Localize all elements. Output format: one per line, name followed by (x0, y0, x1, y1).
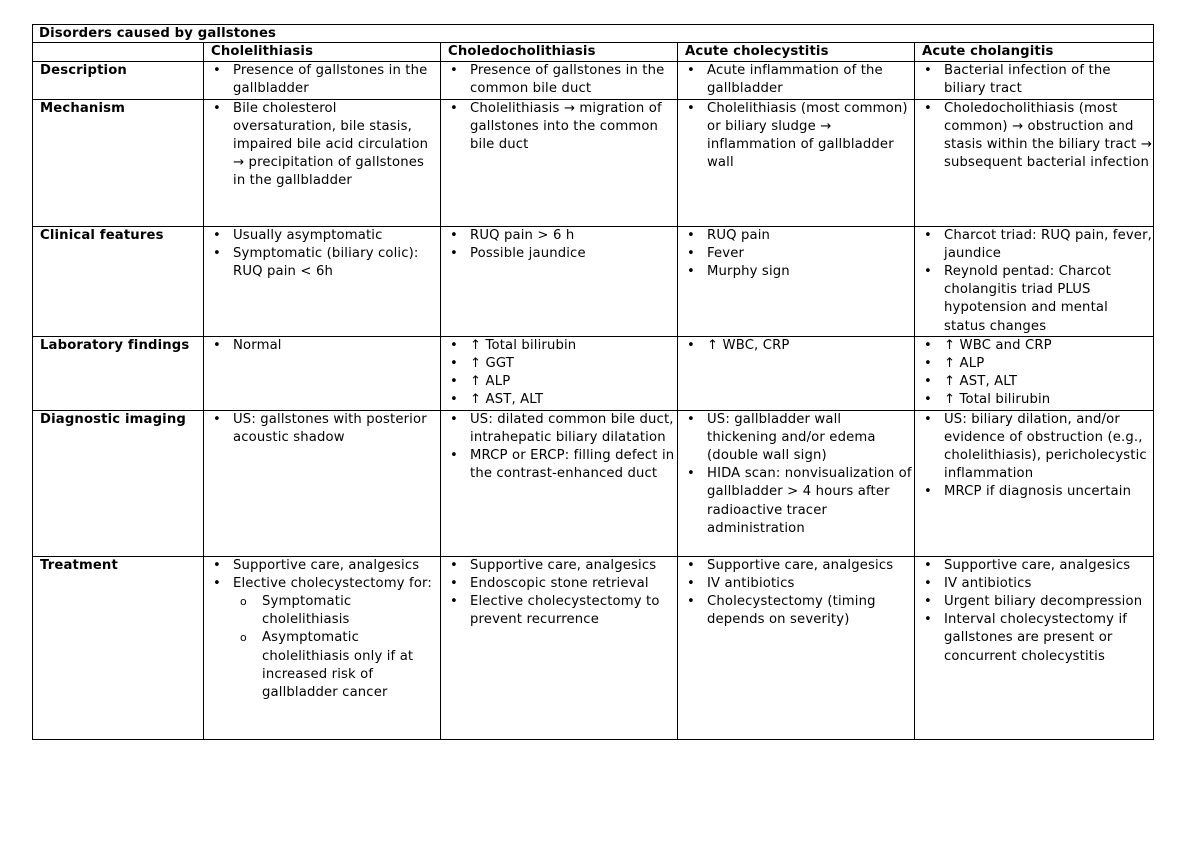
table-row (33, 99, 1154, 226)
list-item-text: Reynold pentad: Charcot cholangitis triad PLUS hypotension and mental status changes (944, 264, 1111, 334)
bullet-list (448, 100, 677, 155)
list-item-text: ↑ WBC and CRP (944, 337, 1052, 353)
table-row (33, 336, 1154, 410)
list-item-text: US: biliary dilation, and/or evidence of obstruction (e.g., cholelithiasis), pericholecystic inflammation (944, 411, 1147, 482)
header-row (33, 43, 1154, 62)
list-item-text: Cholelithiasis → migration of gallstones into the common bile duct (470, 100, 662, 153)
list-item-text: Symptomatic (biliary colic): RUQ pain < 6h (233, 245, 419, 280)
list-item (707, 575, 914, 593)
list-item (233, 100, 440, 191)
cell-acute-cholecystitis (678, 556, 915, 739)
list-item (233, 337, 440, 355)
cell-acute-cholangitis (915, 226, 1154, 336)
list-item (707, 263, 914, 281)
list-item (707, 100, 914, 173)
list-item-text: RUQ pain > 6 h (470, 227, 575, 243)
list-item-text: ↑ AST, ALT (470, 392, 544, 408)
row-label: Description (33, 62, 204, 99)
cell-acute-cholecystitis (678, 226, 915, 336)
list-item-text: ↑ GGT (470, 356, 515, 372)
list-item (944, 391, 1153, 409)
list-item (944, 593, 1153, 611)
list-item-text: Supportive care, analgesics (470, 557, 657, 573)
list-item (944, 557, 1153, 575)
list-item-text: US: gallstones with posterior acoustic shadow (233, 411, 427, 445)
cell-cholelithiasis (204, 556, 441, 739)
list-item-text: Cholecystectomy (timing depends on severity) (707, 594, 876, 628)
list-item-text: ↑ Total bilirubin (944, 392, 1051, 408)
bullet-list (922, 411, 1153, 502)
header-cell-cholelithiasis: Cholelithiasis (204, 43, 441, 62)
list-item (470, 557, 677, 575)
list-item-text: Presence of gallstones in the gallbladder (233, 63, 428, 97)
list-item (707, 227, 914, 245)
list-item (707, 245, 914, 263)
list-item (470, 575, 677, 593)
list-item (944, 337, 1153, 355)
cell-choledocholithiasis (441, 336, 678, 410)
cell-acute-cholangitis (915, 336, 1154, 410)
list-item (944, 100, 1153, 173)
gallstone-disorders-table (32, 24, 1154, 740)
row-label: Mechanism (33, 99, 204, 226)
bullet-list (922, 62, 1153, 98)
list-item (233, 411, 440, 447)
list-item (944, 263, 1153, 336)
list-item-text: Charcot triad: RUQ pain, fever, jaundice (944, 227, 1152, 261)
bullet-list (685, 62, 914, 98)
list-item (470, 100, 677, 155)
cell-acute-cholecystitis (678, 62, 915, 99)
table-row (33, 556, 1154, 739)
list-item-text: Possible jaundice (470, 245, 586, 261)
bullet-list (922, 557, 1153, 666)
header-cell-choledocholithiasis: Choledocholithiasis (441, 43, 678, 62)
bullet-list (211, 62, 440, 98)
header-cell-acute-cholecystitis: Acute cholecystitis (678, 43, 915, 62)
sub-list-item: o Asymptomatic cholelithiasis only if at increased risk of gallbladder cancer (262, 629, 440, 702)
table-row (33, 62, 1154, 99)
list-item (470, 373, 677, 391)
bullet-list (922, 227, 1153, 336)
list-item-text: Supportive care, analgesics (707, 557, 894, 573)
cell-choledocholithiasis (441, 410, 678, 556)
bullet-list (448, 411, 677, 484)
table-row (33, 226, 1154, 336)
list-item-text: Murphy sign (707, 264, 790, 280)
list-item-text: Elective cholecystectomy for: (233, 575, 432, 591)
list-item (944, 575, 1153, 593)
list-item-text: Cholelithiasis (most common) or biliary sludge → inflammation of gallbladder wall (707, 100, 908, 171)
list-item-text: Usually asymptomatic (233, 227, 383, 243)
list-item (707, 411, 914, 466)
list-item-text: ↑ AST, ALT (944, 374, 1018, 390)
bullet-list (211, 100, 440, 191)
bullet-list (448, 337, 677, 410)
cell-choledocholithiasis (441, 226, 678, 336)
cell-acute-cholangitis (915, 99, 1154, 226)
list-item (470, 411, 677, 447)
cell-choledocholithiasis (441, 556, 678, 739)
list-item-text: US: dilated common bile duct, intrahepatic biliary dilatation (470, 411, 674, 445)
bullet-list (448, 62, 677, 98)
list-item (470, 391, 677, 409)
list-item (707, 337, 914, 355)
title-row (33, 25, 1154, 43)
list-item (944, 227, 1153, 263)
list-item-text: MRCP or ERCP: filling defect in the contrast-enhanced duct (470, 448, 675, 482)
list-item-text: US: gallbladder wall thickening and/or edema (double wall sign) (707, 411, 876, 464)
row-label: Treatment (33, 556, 204, 739)
bullet-list (685, 100, 914, 173)
list-item-text: Supportive care, analgesics (944, 557, 1131, 573)
list-item-text: Presence of gallstones in the common bile duct (470, 63, 665, 97)
list-item-text: RUQ pain (707, 227, 771, 243)
list-item (944, 611, 1153, 666)
list-item (707, 62, 914, 98)
cell-choledocholithiasis (441, 62, 678, 99)
list-item-text: ↑ WBC, CRP (707, 337, 790, 353)
list-item (233, 575, 440, 702)
list-item (944, 62, 1153, 98)
list-item (707, 593, 914, 629)
list-item-text: Acute inflammation of the gallbladder (707, 63, 883, 97)
list-item (944, 355, 1153, 373)
list-item-text: Urgent biliary decompression (944, 594, 1143, 610)
cell-choledocholithiasis (441, 99, 678, 226)
table-row (33, 410, 1154, 556)
cell-cholelithiasis (204, 226, 441, 336)
list-item (233, 245, 440, 281)
bullet-list (685, 411, 914, 538)
cell-acute-cholecystitis (678, 410, 915, 556)
cell-cholelithiasis (204, 62, 441, 99)
list-item-text: MRCP if diagnosis uncertain (944, 484, 1132, 500)
list-item (470, 62, 677, 98)
header-cell-blank (33, 43, 204, 62)
list-item (470, 245, 677, 263)
list-item-text: Elective cholecystectomy to prevent recurrence (470, 594, 660, 628)
list-item-text: Bile cholesterol oversaturation, bile stasis, impaired bile acid circulation → precipitation of gallstones in the gallbladder (233, 100, 429, 189)
list-item-text: IV antibiotics (707, 575, 795, 591)
bullet-list (211, 227, 440, 282)
list-item (233, 62, 440, 98)
list-item-text: Endoscopic stone retrieval (470, 575, 649, 591)
list-item-text: IV antibiotics (944, 575, 1032, 591)
list-item (470, 227, 677, 245)
cell-cholelithiasis (204, 336, 441, 410)
row-label: Diagnostic imaging (33, 410, 204, 556)
sub-list (233, 593, 440, 702)
list-item-text: Fever (707, 245, 745, 261)
bullet-list (211, 337, 440, 355)
list-item-text: ↑ ALP (944, 356, 985, 372)
list-item (470, 337, 677, 355)
table-title: Disorders caused by gallstones (33, 25, 1154, 43)
list-item (944, 483, 1153, 501)
bullet-list (211, 557, 440, 703)
cell-cholelithiasis (204, 99, 441, 226)
list-item-text: Supportive care, analgesics (233, 557, 420, 573)
row-label: Laboratory findings (33, 336, 204, 410)
header-cell-acute-cholangitis: Acute cholangitis (915, 43, 1154, 62)
list-item (470, 355, 677, 373)
list-item (944, 411, 1153, 484)
cell-acute-cholecystitis (678, 99, 915, 226)
list-item (707, 465, 914, 538)
list-item-text: Choledocholithiasis (most common) → obstruction and stasis within the biliary tract → subsequent bacterial infection (944, 100, 1152, 171)
bullet-list (922, 337, 1153, 410)
list-item (233, 227, 440, 245)
list-item-text: Normal (233, 337, 282, 353)
list-item (707, 557, 914, 575)
bullet-list (448, 557, 677, 630)
cell-acute-cholangitis (915, 410, 1154, 556)
list-item-text: Bacterial infection of the biliary tract (944, 63, 1111, 97)
row-label: Clinical features (33, 226, 204, 336)
list-item (470, 447, 677, 483)
list-item-text: ↑ Total bilirubin (470, 337, 577, 353)
cell-acute-cholangitis (915, 62, 1154, 99)
bullet-list (448, 227, 677, 263)
bullet-list (211, 411, 440, 447)
cell-acute-cholangitis (915, 556, 1154, 739)
bullet-list (685, 227, 914, 282)
cell-cholelithiasis (204, 410, 441, 556)
list-item-text: ↑ ALP (470, 374, 511, 390)
bullet-list (685, 557, 914, 630)
sub-list-item: o Symptomatic cholelithiasis (262, 593, 440, 629)
list-item (470, 593, 677, 629)
bullet-list (922, 100, 1153, 173)
list-item (233, 557, 440, 575)
list-item (944, 373, 1153, 391)
list-item-text: Interval cholecystectomy if gallstones are present or concurrent cholecystitis (944, 612, 1128, 664)
bullet-list (685, 337, 914, 355)
list-item-text: HIDA scan: nonvisualization of gallbladder > 4 hours after radioactive tracer administration (707, 466, 912, 536)
cell-acute-cholecystitis (678, 336, 915, 410)
